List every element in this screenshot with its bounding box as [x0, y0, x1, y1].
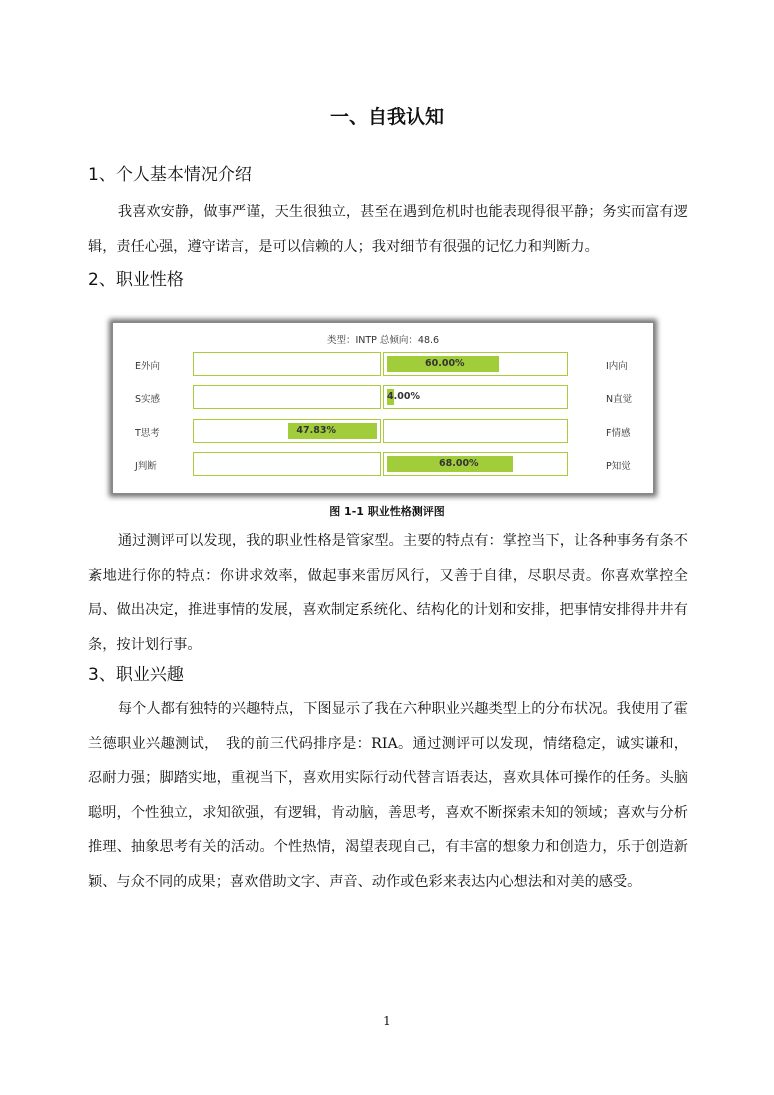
page-title: 一、自我认知 — [329, 106, 444, 128]
chart-row — [113, 385, 653, 409]
chart-right-label: F情感 — [606, 428, 631, 439]
chart-row — [113, 419, 653, 443]
chart-value-label: 4.00% — [387, 391, 420, 402]
chart-value-label: 47.83% — [296, 425, 336, 436]
paragraph-personal-info: 我喜欢安静，做事严谨，天生很独立，甚至在遇到危机时也能表现得很平静；务实而富有逻辑，责任心强，遵守诺言，是可以信赖的人；我对细节有很强的记忆力和判断力。 — [88, 204, 688, 255]
chart-left-label: E外向 — [135, 361, 161, 372]
section-heading-career-interest: 3、职业兴趣 — [88, 665, 184, 685]
paragraph-career-personality: 通过测评可以发现，我的职业性格是管家型。主要的特点有：掌控当下，让各种事务有条不紊地进行你的特点：你讲求效率，做起事来雷厉风行，又善于自律，尽职尽责。你喜欢掌控全局、做出决定，推进事情的发展，喜欢制定系统化、结构化的计划和安排，把事情安排得井井有条，按计划行事。 — [88, 533, 688, 653]
chart-right-label: I内向 — [606, 361, 628, 372]
chart-left-track — [193, 352, 381, 376]
chart-left-track — [193, 385, 381, 409]
chart-right-track — [383, 385, 568, 409]
chart-right-track — [383, 452, 568, 476]
chart-left-label: J判断 — [135, 461, 157, 472]
section-heading-personal-info: 1、个人基本情况介绍 — [88, 165, 252, 185]
chart-row — [113, 452, 653, 476]
chart-right-label: N直觉 — [606, 394, 633, 405]
chart-left-track — [193, 452, 381, 476]
chart-value-label: 68.00% — [439, 458, 479, 469]
chart-left-label: S实感 — [135, 394, 161, 405]
chart-right-track — [383, 352, 568, 376]
chart-left-label: T思考 — [135, 428, 160, 439]
chart-title: 类型：INTP 总倾向：48.6 — [326, 335, 440, 346]
paragraph-career-interest: 每个人都有独特的兴趣特点，下图显示了我在六种职业兴趣类型上的分布状况。我使用了霍兰德职业兴趣测试， 我的前三代码排序是：RIA。通过测评可以发现，情绪稳定，诚实谦和，忍耐力强；脚踏实地，重视当下，喜欢用实际行动代替言语表达，喜欢具体可操作的任务。头脑聪明，个性独立，求知欲强，有逻辑，肯动脑，善思考，喜欢不断探索未知的领域；喜欢与分析推理、抽象思考有关的活动。个性热情，渴望表现自己，有丰富的想象力和创造力，乐于创造新颖、与众不同的成果；喜欢借助文字、声音、动作或色彩来表达内心想法和对美的感受。 — [88, 701, 688, 890]
section-heading-career-personality: 2、职业性格 — [88, 270, 184, 290]
personality-chart — [112, 322, 654, 494]
figure-caption: 图 1-1 职业性格测评图 — [329, 505, 445, 518]
chart-right-label: P知觉 — [606, 461, 631, 472]
chart-right-track — [383, 419, 568, 443]
chart-value-label: 60.00% — [425, 358, 465, 369]
page-number: 1 — [383, 1014, 391, 1028]
chart-left-track — [193, 419, 381, 443]
chart-row — [113, 352, 653, 376]
